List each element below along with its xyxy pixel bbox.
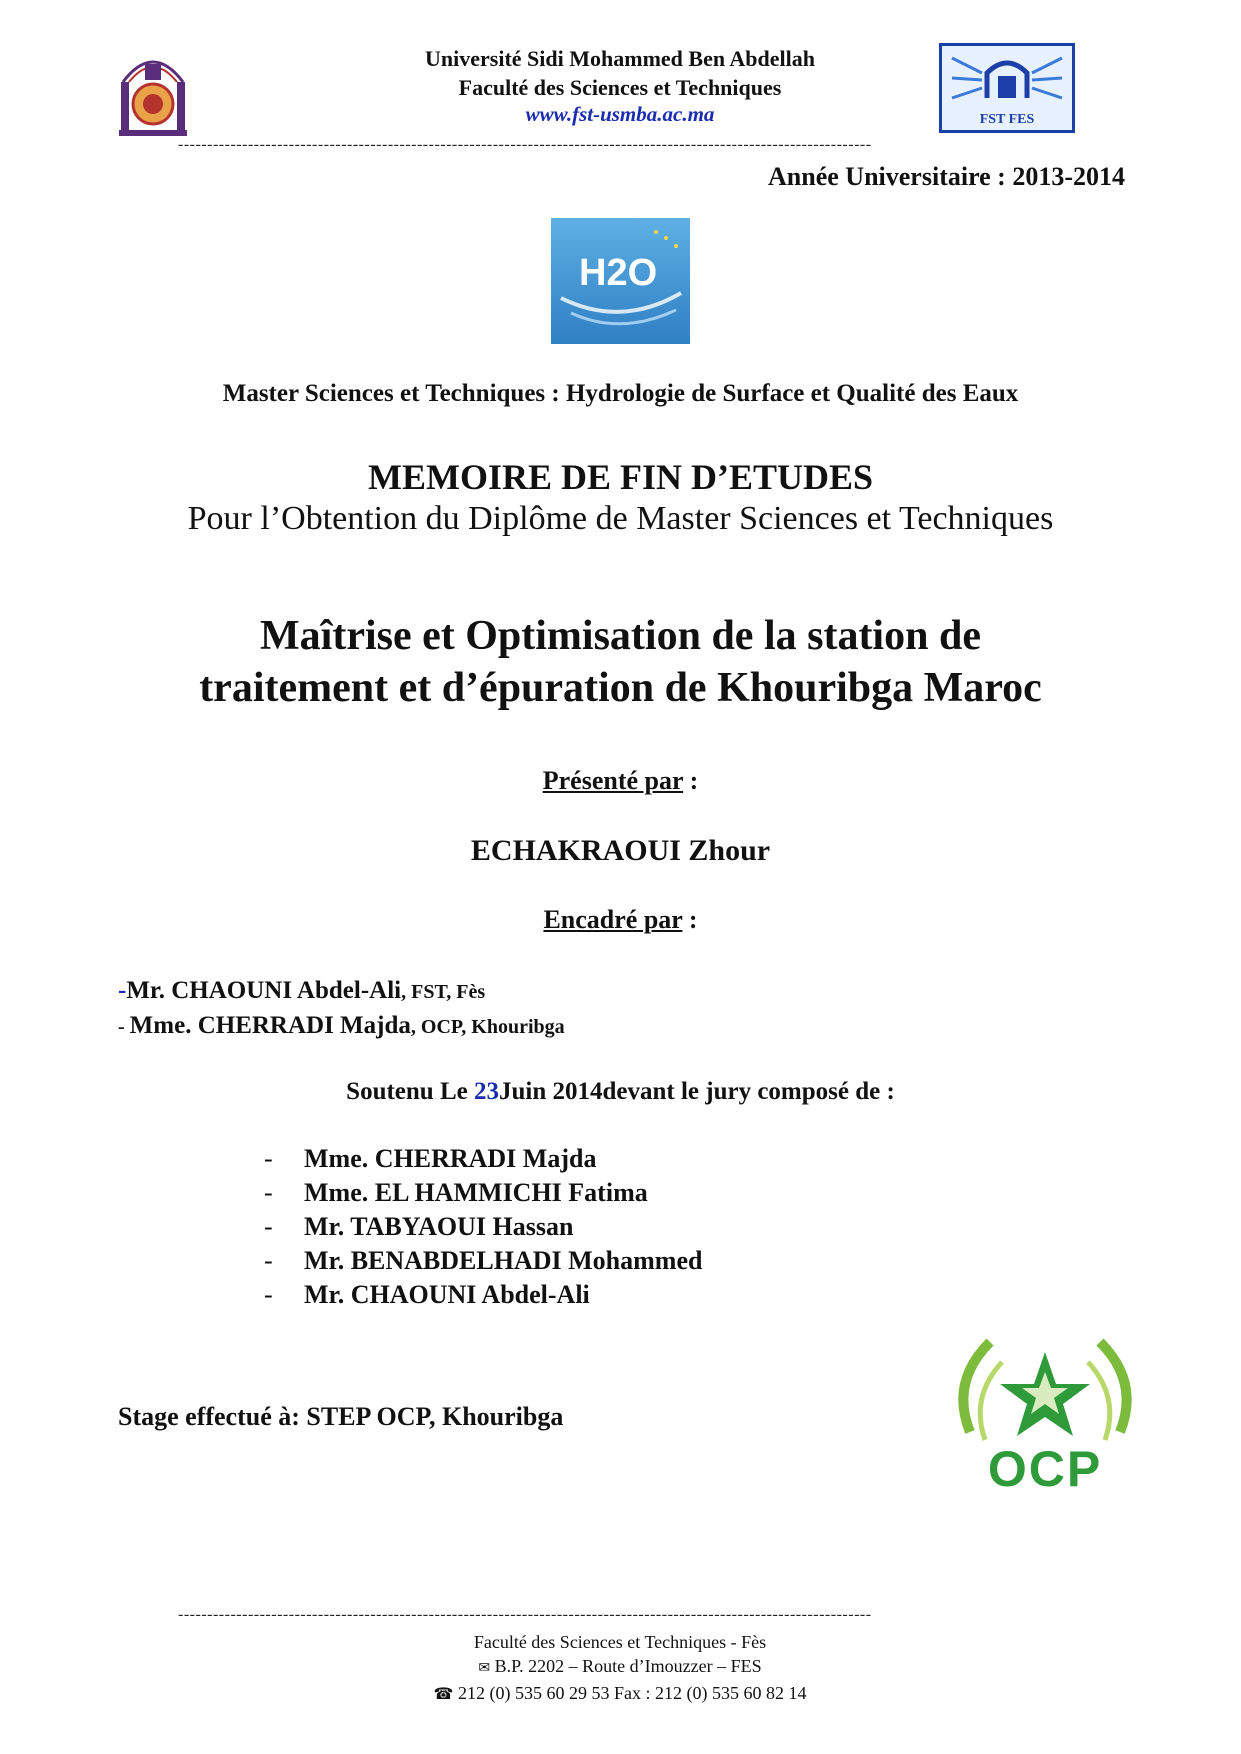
jury-member-name: Mme. CHERRADI Majda: [304, 1144, 597, 1173]
presented-by-label: Présenté par: [542, 766, 684, 795]
jury-list: [264, 1142, 703, 1312]
master-program: Master Sciences et Techniques : Hydrologie de Surface et Qualité des Eaux: [222, 380, 1019, 407]
supervisor-2-prefix: -: [118, 1016, 130, 1038]
thesis-title-line-1: Maîtrise et Optimisation de la station de: [260, 613, 981, 659]
h2o-logo-text: H2O: [579, 252, 658, 294]
jury-member: [264, 1176, 702, 1210]
jury-dash: -: [264, 1246, 273, 1275]
footer-faculty: Faculté des Sciences et Techniques - Fès: [473, 1632, 767, 1652]
supervisor-2: [118, 1009, 565, 1044]
supervisor-1-prefix: -: [118, 977, 127, 1004]
academic-year: Année Universitaire : 2013-2014: [768, 162, 1125, 191]
jury-member-name: Mme. EL HAMMICHI Fatima: [304, 1178, 648, 1207]
jury-dash: -: [264, 1178, 273, 1207]
footer-phone-text: 212 (0) 535 60 29 53 Fax : 212 (0) 535 60 82 14: [457, 1683, 807, 1703]
jury-member-name: Mr. TABYAOUI Hassan: [304, 1212, 574, 1241]
jury-dash: -: [264, 1280, 273, 1309]
footer-address-text: B.P. 2202 – Route d’Imouzzer – FES: [494, 1656, 762, 1676]
jury-dash: -: [264, 1144, 273, 1173]
ocp-logo: [930, 1322, 1160, 1502]
fst-fes-logo: [939, 43, 1075, 133]
thesis-title-line-2: traitement et d’épuration de Khouribga Maroc: [199, 665, 1042, 711]
university-seal-logo: [115, 42, 191, 138]
fst-logo-label: FST FES: [979, 112, 1035, 127]
ocp-logo-text: OCP: [987, 1441, 1103, 1497]
supervisor-2-affiliation: , OCP, Khouribga: [410, 1016, 565, 1038]
supervisor-1-affiliation: , FST, Fès: [401, 981, 486, 1003]
footer-phone: [300, 1681, 940, 1707]
jury-dash: -: [264, 1212, 273, 1241]
supervisor-1-name: Mr. CHAOUNI Abdel-Ali: [126, 977, 402, 1004]
header-separator: -----------------------------------------------------------------------------------------------------------------------: [178, 136, 872, 153]
defense-prefix: Soutenu Le: [346, 1078, 474, 1105]
jury-member: [264, 1210, 702, 1244]
supervised-by-colon: :: [682, 905, 698, 934]
website-link[interactable]: www.fst-usmba.ac.ma: [525, 102, 715, 126]
internship-location: Stage effectué à: STEP OCP, Khouribga: [118, 1402, 564, 1431]
presented-by-colon: :: [683, 766, 699, 795]
memoire-title: MEMOIRE DE FIN D’ETUDES: [367, 457, 874, 497]
phone-icon: ☎: [433, 1686, 454, 1703]
author-name: ECHAKRAOUI Zhour: [470, 834, 771, 867]
supervisor-2-name: Mme. CHERRADI Majda: [129, 1012, 411, 1039]
footer-separator: -----------------------------------------------------------------------------------------------------------------------: [178, 1606, 872, 1623]
supervised-by-label: Encadré par: [543, 905, 683, 934]
university-name: Université Sidi Mohammed Ben Abdellah: [425, 46, 815, 71]
mailbox-icon: ✉: [478, 1661, 491, 1676]
memoire-subtitle: Pour l’Obtention du Diplôme de Master Sciences et Techniques: [187, 500, 1054, 537]
footer-address: [300, 1654, 940, 1681]
jury-member: [264, 1278, 702, 1312]
supervisor-1: [118, 974, 565, 1009]
defense-day: 23: [473, 1078, 499, 1105]
h2o-logo: [551, 218, 690, 344]
defense-suffix: Juin 2014devant le jury composé de :: [498, 1078, 895, 1105]
defense-date-line: [80, 1078, 1161, 1106]
faculty-name: Faculté des Sciences et Techniques: [458, 75, 782, 100]
jury-member-name: Mr. BENABDELHADI Mohammed: [304, 1246, 703, 1275]
jury-member: [264, 1244, 703, 1278]
jury-member-name: Mr. CHAOUNI Abdel-Ali: [304, 1280, 590, 1309]
jury-member: [264, 1142, 702, 1176]
